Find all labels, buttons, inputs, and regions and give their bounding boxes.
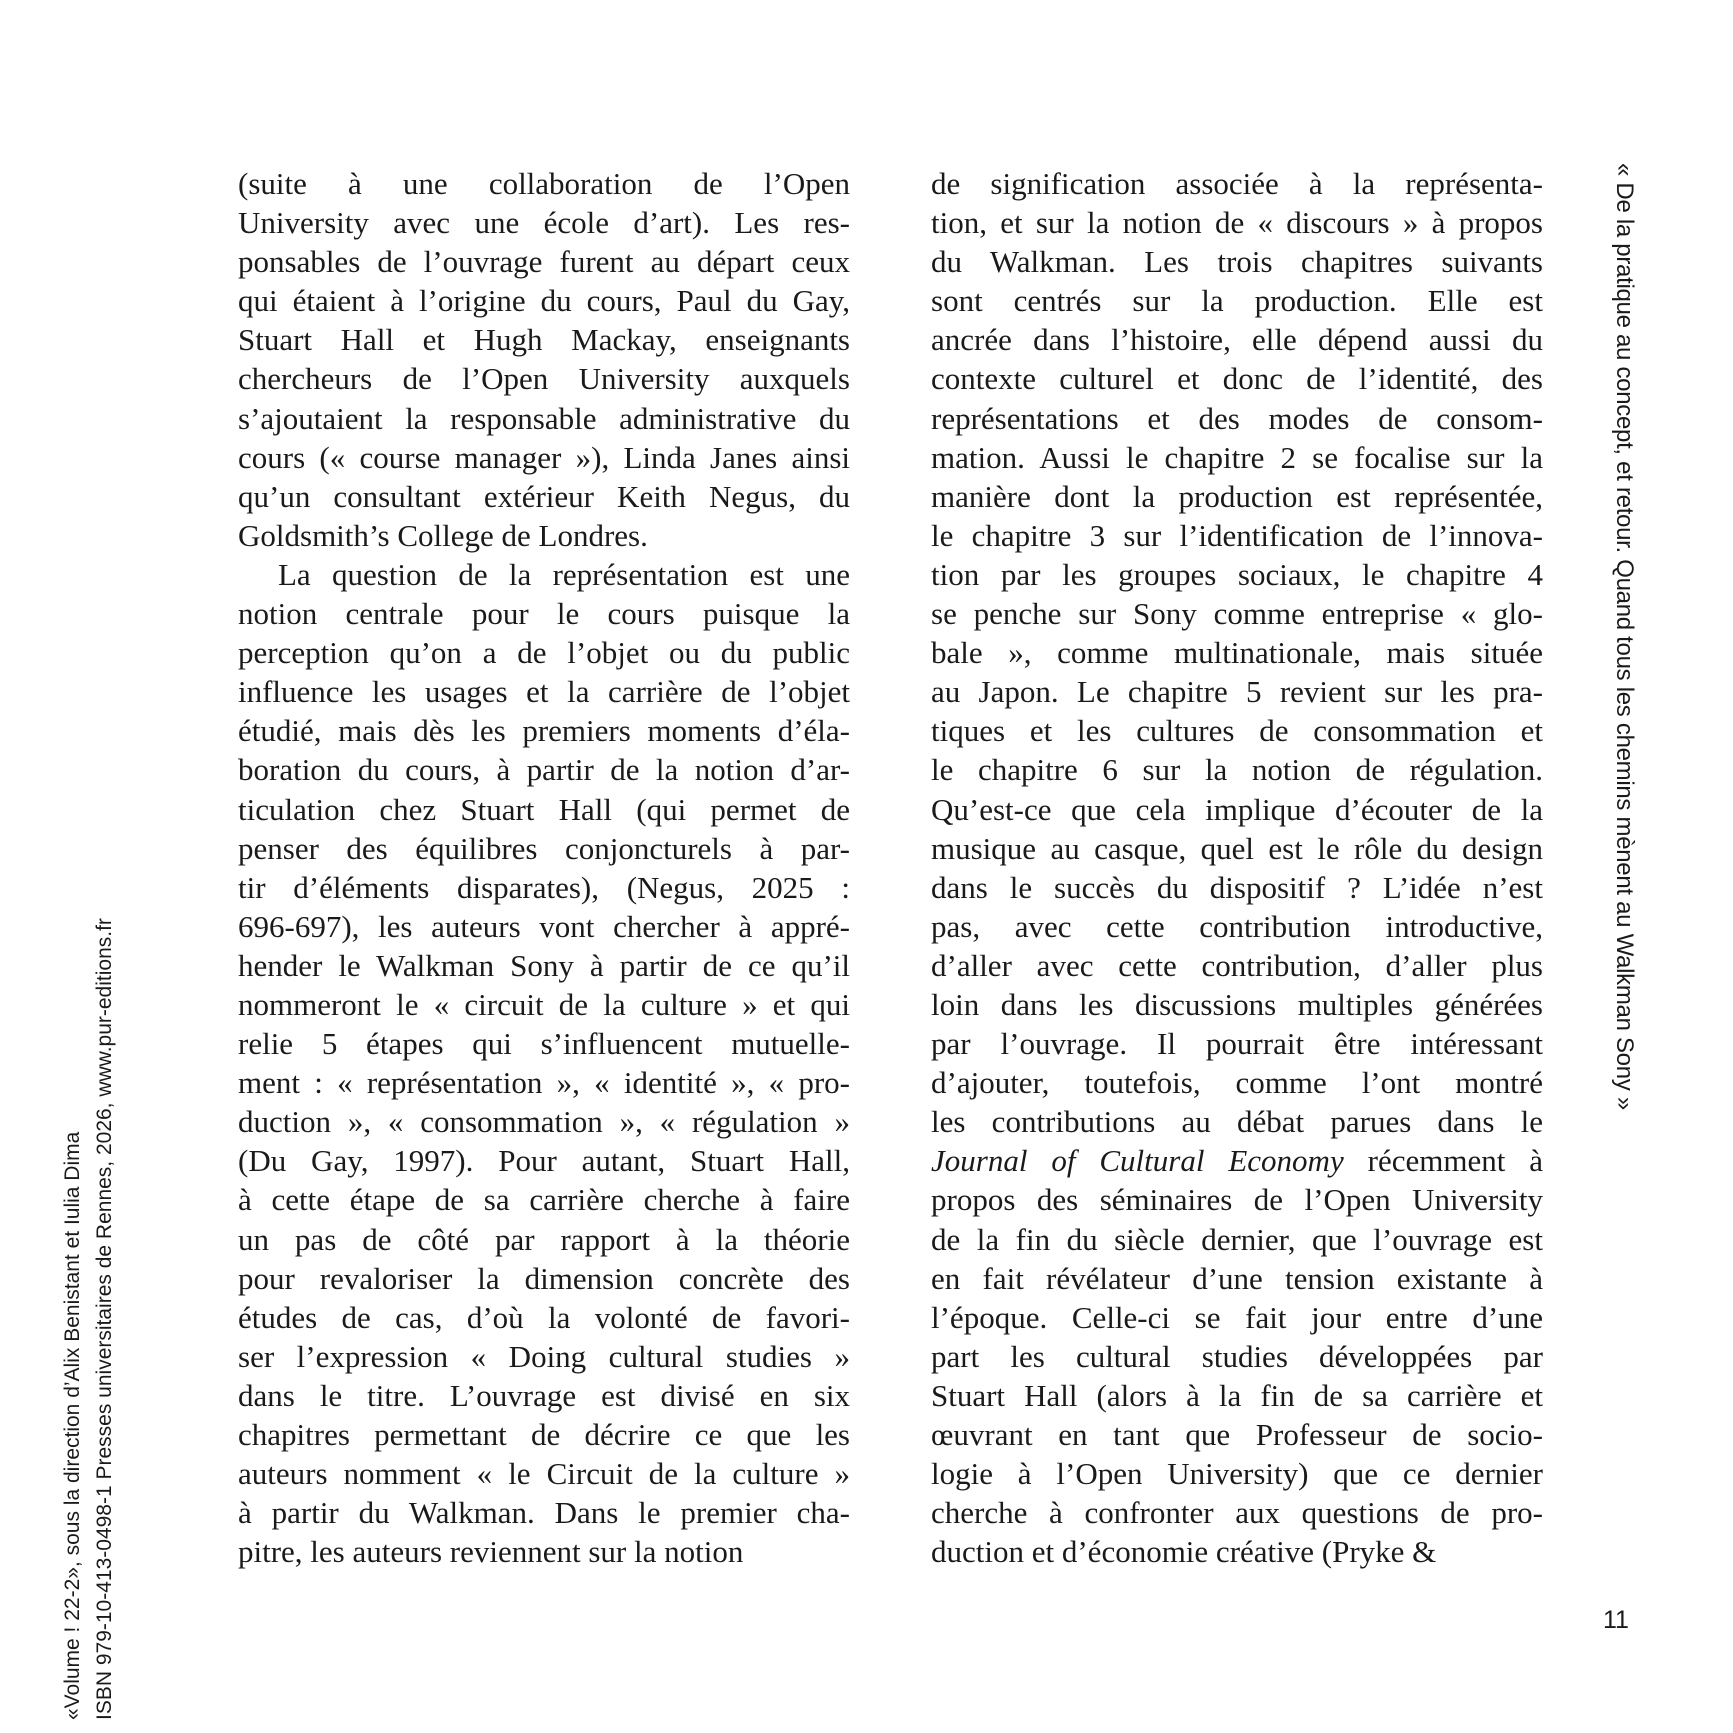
left-text-column — [238, 164, 850, 1571]
text-line: (Du Gay, 1997). Pour autant, Stuart Hall, — [238, 1143, 850, 1179]
running-title: « De la pratique au concept, et retour. Quand tous les chemins mènent au Walkman Sony » — [1611, 163, 1638, 1110]
text-line: pas, avec cette contribution introductive, — [931, 908, 1543, 944]
text-line: à cette étape de sa carrière cherche à faire — [238, 1182, 850, 1218]
text-line: à partir du Walkman. Dans le premier cha- — [238, 1495, 850, 1531]
text-line: musique au casque, quel est le rôle du design — [931, 830, 1543, 866]
text-line: d’ajouter, toutefois, comme l’ont montré — [931, 1065, 1543, 1101]
text-line: Qu’est-ce que cela implique d’écouter de la — [931, 791, 1543, 827]
text-line: propos des séminaires de l’Open University — [931, 1182, 1543, 1218]
text-line: œuvrant en tant que Professeur de socio- — [931, 1417, 1543, 1452]
text-line: pour revaloriser la dimension concrète des — [238, 1260, 850, 1296]
text-line: contexte culturel et donc de l’identité, des — [931, 361, 1543, 397]
text-line: Stuart Hall (alors à la fin de sa carrière et — [931, 1377, 1543, 1413]
text-line: en fait révélateur d’une tension existante à — [931, 1260, 1543, 1296]
text-line: duction et d’économie créative (Pryke & — [931, 1534, 1437, 1570]
text-line: d’aller avec cette contribution, d’aller plus — [931, 947, 1543, 983]
text-line: 696-697), les auteurs vont chercher à appré- — [238, 908, 850, 944]
text-line: part les cultural studies développées par — [931, 1338, 1543, 1374]
text-line: University avec une école d’art). Les res- — [238, 205, 850, 241]
journal-title: Journal of Cultural Economy — [931, 1143, 1344, 1179]
text-line: ticulation chez Stuart Hall (qui permet de — [238, 791, 850, 827]
text-line: pitre, les auteurs reviennent sur la notion — [238, 1534, 744, 1570]
text-line: de la fin du siècle dernier, que l’ouvrage est — [931, 1221, 1543, 1257]
text-line — [931, 1141, 1543, 1180]
text-line: tiques et les cultures de consommation et — [931, 713, 1543, 749]
text-line: hender le Walkman Sony à partir de ce qu’il — [238, 947, 850, 983]
text-line: chapitres permettant de décrire ce que les — [238, 1417, 850, 1452]
citation-sidebar — [57, 918, 121, 1720]
text-line: étudié, mais dès les premiers moments d’éla- — [238, 713, 850, 749]
text-line: ment : « représentation », « identité », « pro- — [238, 1065, 850, 1101]
text-line: cours (« course manager »), Linda Janes ainsi — [238, 439, 850, 475]
text-line: (suite à une collaboration de l’Open — [238, 166, 850, 201]
text-line: penser des équilibres conjoncturels à par- — [238, 830, 850, 866]
text-line: le chapitre 6 sur la notion de régulation. — [931, 752, 1543, 788]
text-line: le chapitre 3 sur l’identification de l’innova- — [931, 517, 1543, 553]
text-line: Stuart Hall et Hugh Mackay, enseignants — [238, 322, 850, 358]
text-line: tion par les groupes sociaux, le chapitre 4 — [931, 556, 1543, 592]
page-number: 11 — [1603, 1606, 1629, 1634]
text-line: un pas de côté par rapport à la théorie — [238, 1221, 850, 1257]
text-line: duction », « consommation », « régulation » — [238, 1104, 850, 1140]
text-line: auteurs nomment « le Circuit de la culture » — [238, 1456, 850, 1492]
text-line: ponsables de l’ouvrage furent au départ ceux — [238, 244, 850, 280]
text-line: manière dont la production est représentée, — [931, 478, 1543, 514]
text-line: tion, et sur la notion de « discours » à propos — [931, 205, 1543, 241]
text-line: perception qu’on a de l’objet ou du public — [238, 635, 850, 671]
text-line: dans le titre. L’ouvrage est divisé en six — [238, 1377, 850, 1413]
text-line: au Japon. Le chapitre 5 revient sur les pra- — [931, 674, 1543, 710]
text-line: de signification associée à la représenta- — [931, 166, 1543, 201]
text-line: dans le succès du dispositif ? L’idée n’est — [931, 869, 1543, 905]
text-line: qui étaient à l’origine du cours, Paul du Gay, — [238, 283, 850, 319]
text-line: Goldsmith’s College de Londres. — [238, 517, 648, 553]
citation-line-1: «Volume ! 22-2», sous la direction d’Alix Benistant et Iulia Dima — [61, 1131, 84, 1720]
text-line-rest: récemment à — [1367, 1143, 1543, 1179]
text-line: l’époque. Celle-ci se fait jour entre d’une — [931, 1299, 1543, 1335]
text-line: influence les usages et la carrière de l’objet — [238, 674, 850, 710]
text-line: boration du cours, à partir de la notion d’ar- — [238, 752, 850, 788]
text-line: logie à l’Open University) que ce dernier — [931, 1456, 1543, 1492]
citation-line-2: ISBN 979-10-413-0498-1 Presses universitaires de Rennes, 2026, www.pur-editions.fr — [93, 918, 116, 1720]
text-line: chercheurs de l’Open University auxquels — [238, 361, 850, 397]
text-line: nommeront le « circuit de la culture » et qui — [238, 986, 850, 1022]
text-line: du Walkman. Les trois chapitres suivants — [931, 244, 1543, 280]
text-line: études de cas, d’où la volonté de favori- — [238, 1299, 850, 1335]
text-line: les contributions au débat parues dans le — [931, 1104, 1543, 1140]
text-line: ancrée dans l’histoire, elle dépend aussi du — [931, 322, 1543, 358]
text-line: relie 5 étapes qui s’influencent mutuelle- — [238, 1026, 850, 1062]
text-line: cherche à confronter aux questions de pro- — [931, 1495, 1543, 1531]
text-line: qu’un consultant extérieur Keith Negus, du — [238, 478, 850, 514]
text-line: par l’ouvrage. Il pourrait être intéressant — [931, 1026, 1543, 1062]
text-line: notion centrale pour le cours puisque la — [238, 596, 850, 632]
text-line: sont centrés sur la production. Elle est — [931, 283, 1543, 319]
text-line: s’ajoutaient la responsable administrative du — [238, 400, 850, 436]
right-text-column — [931, 164, 1543, 1571]
text-line: La question de la représentation est une — [278, 556, 850, 592]
text-line: mation. Aussi le chapitre 2 se focalise sur la — [931, 439, 1543, 475]
text-line: loin dans les discussions multiples générées — [931, 986, 1543, 1022]
text-line: ser l’expression « Doing cultural studies » — [238, 1338, 850, 1374]
text-line: bale », comme multinationale, mais située — [931, 635, 1543, 671]
text-line: tir d’éléments disparates), (Negus, 2025 : — [238, 869, 850, 905]
text-line: représentations et des modes de consom- — [931, 400, 1543, 436]
text-line: se penche sur Sony comme entreprise « glo- — [931, 596, 1543, 632]
